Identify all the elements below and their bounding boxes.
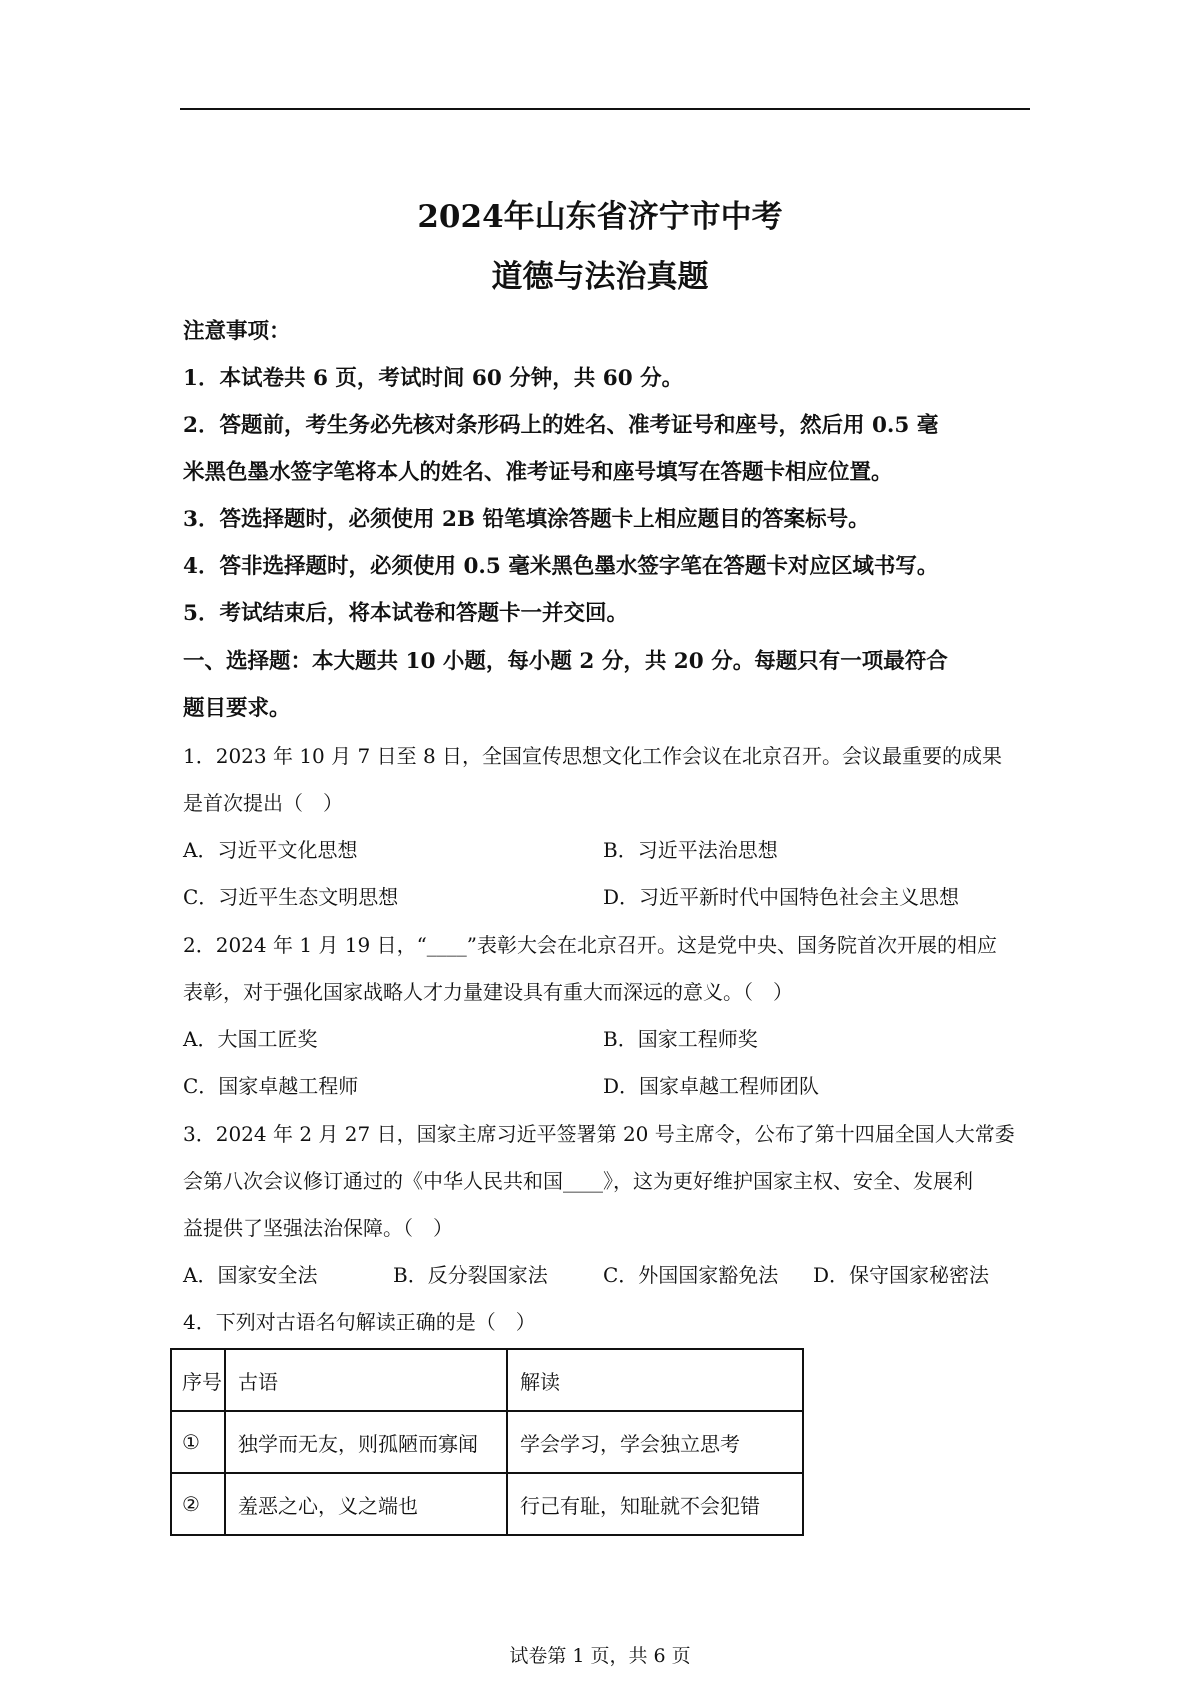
page-footer: 试卷第 1 页，共 6 页 bbox=[509, 1645, 691, 1667]
question-3-option-c: C．外国国家豁免法 bbox=[603, 1263, 779, 1287]
table-header-cell: 序号 bbox=[171, 1349, 225, 1411]
table-cell: 行己有耻，知耻就不会犯错 bbox=[507, 1473, 803, 1535]
table-cell: ① bbox=[171, 1411, 225, 1473]
notes-item: 米黑色墨水签字笔将本人的姓名、准考证号和座号填写在答题卡相应位置。 bbox=[183, 460, 893, 485]
notes-heading: 注意事项： bbox=[183, 319, 291, 344]
table-row bbox=[171, 1473, 803, 1535]
question-4-text: 4．下列对古语名句解读正确的是（ ） bbox=[183, 1310, 536, 1334]
question-1-option-d: D．习近平新时代中国特色社会主义思想 bbox=[603, 885, 960, 909]
question-3-text: 3．2024 年 2 月 27 日，国家主席习近平签署第 20 号主席令，公布了第十四届全国人大常委 bbox=[183, 1122, 1015, 1146]
notes-item: 2．答题前，考生务必先核对条形码上的姓名、准考证号和座号，然后用 0.5 毫 bbox=[183, 413, 939, 438]
table-cell: 独学而无友，则孤陋而寡闻 bbox=[225, 1411, 507, 1473]
section-heading-cont: 题目要求。 bbox=[183, 696, 291, 721]
question-2-option-d: D．国家卓越工程师团队 bbox=[603, 1074, 820, 1098]
question-1-option-c: C．习近平生态文明思想 bbox=[183, 885, 399, 909]
table-header-cell: 解读 bbox=[507, 1349, 803, 1411]
question-3-option-b: B．反分裂国家法 bbox=[393, 1263, 548, 1287]
section-heading: 一、选择题：本大题共 10 小题，每小题 2 分，共 20 分。每题只有一项最符合 bbox=[183, 649, 948, 674]
table-cell: 学会学习，学会独立思考 bbox=[507, 1411, 803, 1473]
question-3-text: 益提供了坚强法治保障。（ ） bbox=[183, 1216, 453, 1240]
notes-item: 1．本试卷共 6 页，考试时间 60 分钟，共 60 分。 bbox=[183, 366, 684, 391]
question-1-option-a: A．习近平文化思想 bbox=[183, 838, 358, 862]
question-2-option-a: A．大国工匠奖 bbox=[183, 1027, 318, 1051]
table-header-cell: 古语 bbox=[225, 1349, 507, 1411]
question-3-option-a: A．国家安全法 bbox=[183, 1263, 318, 1287]
question-2-option-c: C．国家卓越工程师 bbox=[183, 1074, 359, 1098]
exam-subtitle: 道德与法治真题 bbox=[491, 259, 709, 295]
exam-title: 2024年山东省济宁市中考 bbox=[417, 199, 783, 235]
table-row bbox=[171, 1411, 803, 1473]
question-4-table bbox=[170, 1348, 804, 1536]
question-1-text: 1．2023 年 10 月 7 日至 8 日，全国宣传思想文化工作会议在北京召开。会议最重要的成果 bbox=[183, 744, 1003, 768]
question-3-text: 会第八次会议修订通过的《中华人民共和国____》，这为更好维护国家主权、安全、发展利 bbox=[183, 1169, 973, 1193]
question-2-text: 2．2024 年 1 月 19 日，“____”表彰大会在北京召开。这是党中央、国务院首次开展的相应 bbox=[183, 933, 998, 957]
notes-item: 4．答非选择题时，必须使用 0.5 毫米黑色墨水签字笔在答题卡对应区域书写。 bbox=[183, 554, 939, 579]
table-header-row bbox=[171, 1349, 803, 1411]
question-2-option-b: B．国家工程师奖 bbox=[603, 1027, 758, 1051]
table-cell: ② bbox=[171, 1473, 225, 1535]
table-cell: 羞恶之心，义之端也 bbox=[225, 1473, 507, 1535]
question-2-text: 表彰，对于强化国家战略人才力量建设具有重大而深远的意义。（ ） bbox=[183, 980, 793, 1004]
header-rule bbox=[180, 108, 1030, 110]
question-1-text: 是首次提出（ ） bbox=[183, 791, 343, 815]
notes-item: 5．考试结束后，将本试卷和答题卡一并交回。 bbox=[183, 601, 628, 626]
question-3-option-d: D．保守国家秘密法 bbox=[813, 1263, 990, 1287]
notes-item: 3．答选择题时，必须使用 2B 铅笔填涂答题卡上相应题目的答案标号。 bbox=[183, 507, 870, 532]
question-1-option-b: B．习近平法治思想 bbox=[603, 838, 778, 862]
